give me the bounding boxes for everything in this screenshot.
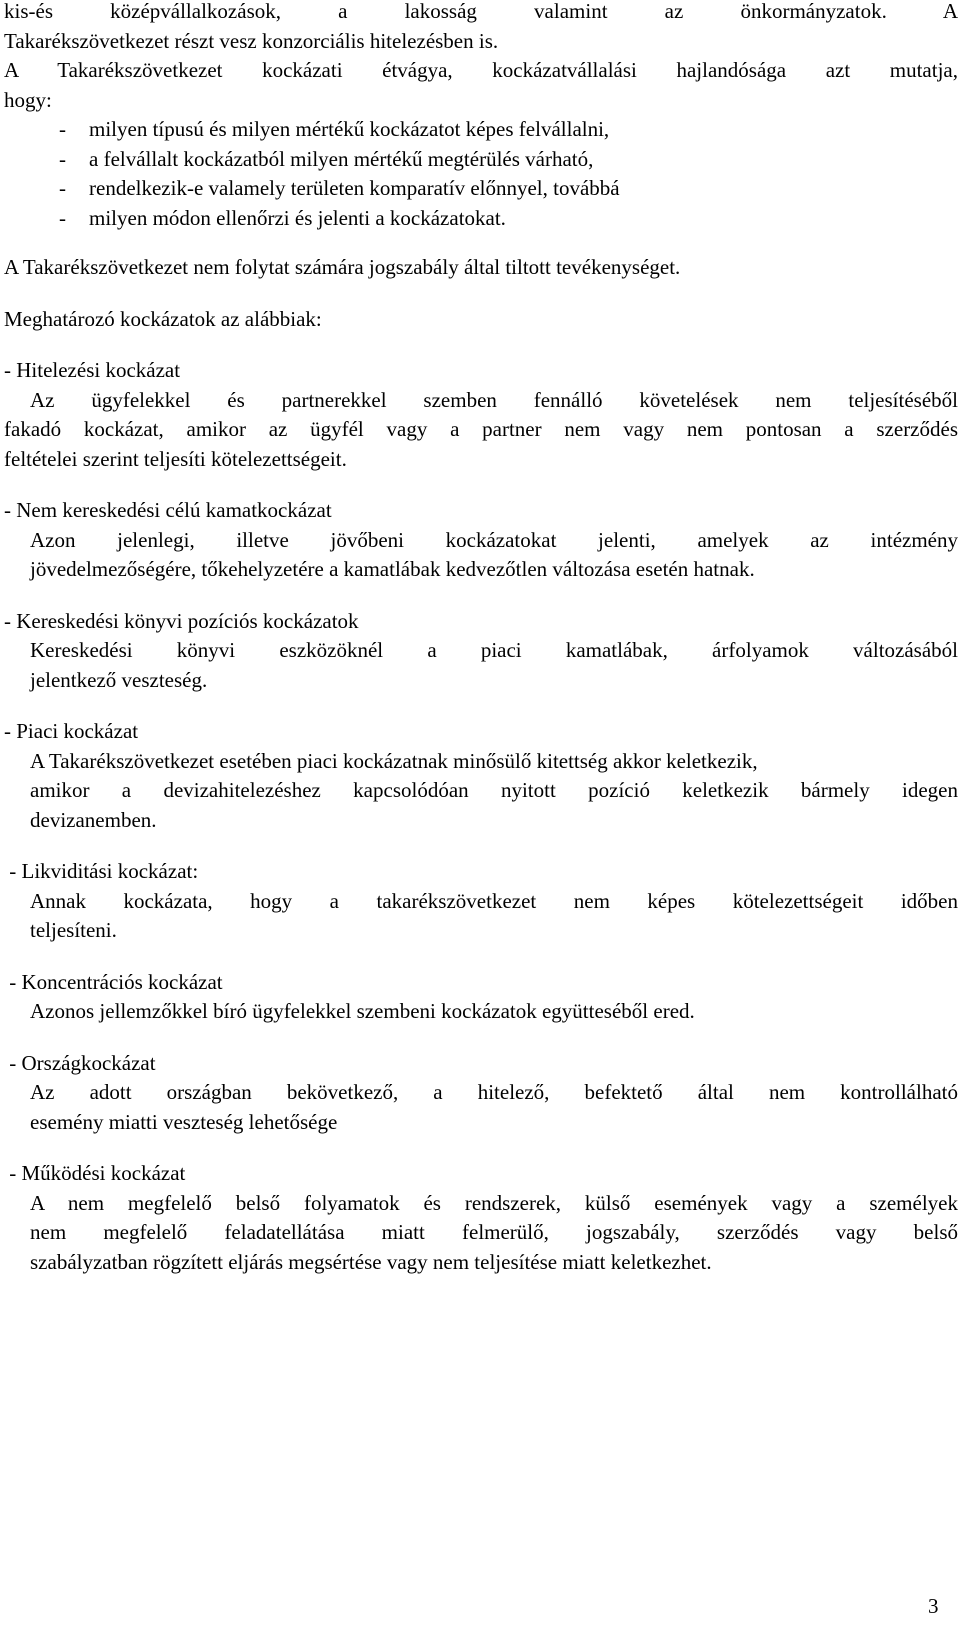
risk-title: - Hitelezési kockázat — [4, 358, 181, 382]
risk-line: szabályzatban rögzített eljárás megsértése vagy nem teljesítése miatt keletkezhet. — [30, 1249, 712, 1274]
statement-paragraph: A Takarékszövetkezet nem folytat számára jogszabály által tiltott tevékenységet. — [4, 255, 681, 279]
risk-line: A nem megfelelő belső folyamatok és rendszerek, külső események vagy a személyek — [30, 1190, 958, 1215]
risk-title: - Működési kockázat — [4, 1161, 186, 1185]
risk-line: jövedelmezőségére, tőkehelyzetére a kamatlábak kedvezőtlen változása esetén hatnak. — [30, 557, 755, 581]
risk-title: - Kereskedési könyvi pozíciós kockázatok — [4, 608, 359, 633]
list-item — [4, 204, 960, 234]
intro-line: Takarékszövetkezet részt vesz konzorciális hitelezésben is. — [4, 28, 499, 53]
risk-section — [4, 1159, 960, 1277]
risk-description — [4, 386, 958, 475]
risk-title: - Likviditási kockázat: — [4, 859, 199, 883]
risk-line: Az adott országban bekövetkező, a hitelező, befektető által nem kontrollálható — [30, 1080, 958, 1104]
bullet-dash: - — [59, 117, 66, 141]
risk-title: - Piaci kockázat — [4, 719, 139, 743]
page-number: 3 — [928, 1594, 939, 1618]
list-item-text: a felvállalt kockázatból milyen mértékű megtérülés várható, — [89, 146, 594, 171]
intro-line: A Takarékszövetkezet kockázati étvágya, kockázatvállalási hajlandósága azt mutatja, — [4, 58, 958, 82]
risk-line: feltételei szerint teljesíti kötelezettségeit. — [4, 446, 347, 471]
risk-line: devizanemben. — [30, 807, 157, 832]
risk-description — [4, 747, 958, 836]
risk-line: Azonos jellemzőkkel bíró ügyfelekkel szembeni kockázatok együtteséből ered. — [30, 999, 695, 1023]
risk-line: teljesíteni. — [30, 918, 117, 942]
risk-description — [4, 1189, 958, 1278]
risk-title: - Országkockázat — [4, 1050, 156, 1075]
list-item-text: milyen típusú és milyen mértékű kockázatot képes felvállalni, — [89, 117, 610, 141]
risk-section — [4, 496, 960, 585]
risk-title: - Nem kereskedési célú kamatkockázat — [4, 498, 332, 522]
risks-heading: Meghatározó kockázatok az alábbiak: — [4, 306, 322, 331]
risk-line: amikor a devizahitelezéshez kapcsolódóan nyitott pozíció keletkezik bármely idegen — [30, 778, 958, 802]
risk-section — [4, 607, 960, 696]
risk-section — [4, 1049, 960, 1138]
risk-line: Kereskedési könyvi eszközöknél a piaci kamatlábak, árfolyamok változásából — [30, 638, 958, 662]
risk-section — [4, 717, 960, 835]
risk-description — [4, 1078, 958, 1137]
bullet-dash: - — [59, 146, 66, 171]
bullet-dash: - — [59, 176, 66, 200]
risk-description — [4, 636, 958, 695]
intro-line: hogy: — [4, 87, 52, 112]
intro-line: kis-és középvállalkozások, a lakosság valamint az önkormányzatok. A — [4, 0, 958, 23]
risk-line: jelentkező veszteség. — [30, 667, 208, 692]
risk-line: Annak kockázata, hogy a takarékszövetkezet nem képes kötelezettségeit időben — [30, 888, 958, 913]
risk-section — [4, 356, 960, 474]
risk-section — [4, 968, 960, 1027]
risk-section — [4, 857, 960, 946]
risk-line: esemény miatti veszteség lehetősége — [30, 1109, 338, 1134]
document-page — [4, 0, 960, 1277]
list-item — [4, 115, 960, 145]
risk-description — [4, 887, 958, 946]
list-item — [4, 174, 960, 204]
risk-description — [4, 997, 958, 1027]
risk-line: Azon jelenlegi, illetve jövőbeni kockázatokat jelenti, amelyek az intézmény — [30, 527, 958, 552]
list-item-text: milyen módon ellenőrzi és jelenti a kockázatokat. — [89, 205, 506, 230]
risk-title: - Koncentrációs kockázat — [4, 969, 223, 994]
risk-line: nem megfelelő feladatellátása miatt felmerülő, jogszabály, szerződés vagy belső — [30, 1220, 958, 1244]
risk-line: A Takarékszövetkezet esetében piaci kockázatnak minősülő kitettség akkor keletkezik, — [30, 748, 758, 773]
list-item — [4, 145, 960, 175]
risk-description — [4, 526, 958, 585]
risk-line: fakadó kockázat, amikor az ügyfél vagy a partner nem vagy nem pontosan a szerződés — [4, 417, 958, 441]
list-item-text: rendelkezik-e valamely területen komparatív előnnyel, továbbá — [89, 176, 620, 200]
bullet-dash: - — [59, 205, 66, 230]
risk-line: Az ügyfelekkel és partnerekkel szemben fennálló követelések nem teljesítéséből — [30, 387, 958, 412]
capability-list — [4, 115, 960, 233]
